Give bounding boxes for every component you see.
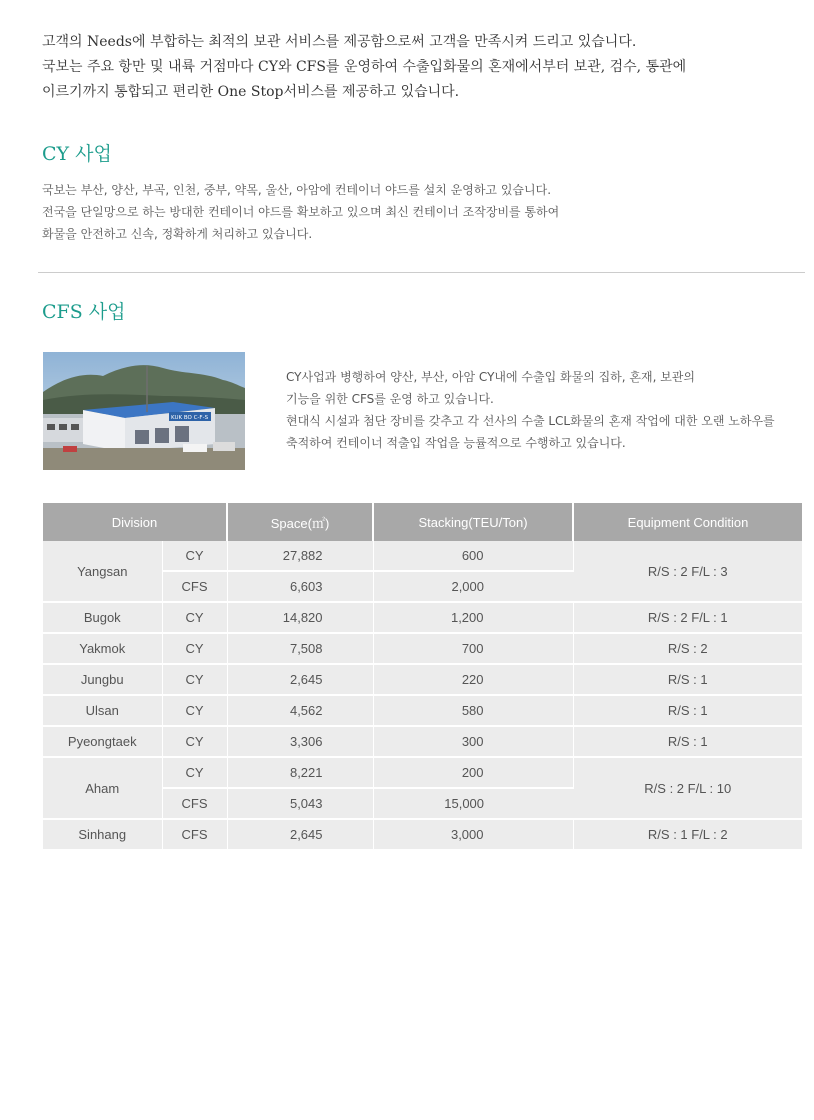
intro-line: 이르기까지 통합되고 편리한 One Stop서비스를 제공하고 있습니다. <box>42 84 460 100</box>
equipment-value: R/S : 1 <box>573 726 802 757</box>
cfs-description <box>286 366 775 454</box>
space-value: 2,645 <box>227 819 373 850</box>
stacking-value: 200 <box>373 757 573 788</box>
header-division: Division <box>43 503 227 541</box>
table-row <box>43 757 802 788</box>
space-value: 8,221 <box>227 757 373 788</box>
space-value: 4,562 <box>227 695 373 726</box>
facility-type: CFS <box>162 571 227 602</box>
table-row <box>43 633 802 664</box>
site-name: Yangsan <box>43 541 162 602</box>
site-name: Jungbu <box>43 664 162 695</box>
table-header-row <box>43 503 802 541</box>
stacking-value: 300 <box>373 726 573 757</box>
equipment-value: R/S : 1 <box>573 695 802 726</box>
cy-description-line: 화물을 안전하고 신속, 정확하게 처리하고 있습니다. <box>42 227 313 241</box>
table-row <box>43 695 802 726</box>
stacking-value: 1,200 <box>373 602 573 633</box>
site-name: Bugok <box>43 602 162 633</box>
site-name: Yakmok <box>43 633 162 664</box>
section-divider <box>38 272 805 273</box>
equipment-value: R/S : 2 F/L : 10 <box>573 757 802 819</box>
stacking-value: 700 <box>373 633 573 664</box>
site-name: Pyeongtaek <box>43 726 162 757</box>
stacking-value: 3,000 <box>373 819 573 850</box>
table-row <box>43 819 802 850</box>
cfs-warehouse-photo <box>43 352 245 470</box>
header-stacking: Stacking(TEU/Ton) <box>373 503 573 541</box>
table-row <box>43 602 802 633</box>
cfs-description-line: CY사업과 병행하여 양산, 부산, 아암 CY내에 수출입 화물의 집하, 혼재, 보관의 <box>286 370 695 384</box>
space-value: 7,508 <box>227 633 373 664</box>
cy-description-line: 국보는 부산, 양산, 부곡, 인천, 중부, 약목, 울산, 아암에 컨테이너 야드를 설치 운영하고 있습니다. <box>42 183 552 197</box>
table-row <box>43 541 802 571</box>
facility-type: CY <box>162 541 227 571</box>
stacking-value: 220 <box>373 664 573 695</box>
space-value: 6,603 <box>227 571 373 602</box>
intro-text <box>42 30 782 105</box>
equipment-value: R/S : 1 <box>573 664 802 695</box>
cfs-description-line: 현대식 시설과 첨단 장비를 갖추고 각 선사의 수출 LCL화물의 혼재 작업에 대한 오랜 노하우를 <box>286 414 775 428</box>
intro-line: 고객의 Needs에 부합하는 최적의 보관 서비스를 제공함으로써 고객을 만족시켜 드리고 있습니다. <box>42 34 637 50</box>
facility-type: CY <box>162 757 227 788</box>
cy-section-title: CY 사업 <box>42 143 112 165</box>
space-value: 14,820 <box>227 602 373 633</box>
facility-type: CFS <box>162 819 227 850</box>
space-value: 5,043 <box>227 788 373 819</box>
stacking-value: 580 <box>373 695 573 726</box>
space-value: 3,306 <box>227 726 373 757</box>
cfs-description-line: 기능을 위한 CFS를 운영 하고 있습니다. <box>286 392 494 406</box>
intro-line: 국보는 주요 항만 및 내륙 거점마다 CY와 CFS를 운영하여 수출입화물의 혼재에서부터 보관, 검수, 통관에 <box>42 59 687 75</box>
facility-table <box>43 503 802 851</box>
facility-type: CY <box>162 726 227 757</box>
site-name: Ulsan <box>43 695 162 726</box>
equipment-value: R/S : 1 F/L : 2 <box>573 819 802 850</box>
stacking-value: 2,000 <box>373 571 573 602</box>
stacking-value: 600 <box>373 541 573 571</box>
facility-type: CY <box>162 602 227 633</box>
site-name: Aham <box>43 757 162 819</box>
table-row <box>43 726 802 757</box>
space-value: 27,882 <box>227 541 373 571</box>
cy-description <box>42 179 559 245</box>
facility-type: CY <box>162 695 227 726</box>
cy-description-line: 전국을 단일망으로 하는 방대한 컨테이너 야드를 확보하고 있으며 최신 컨테이너 조작장비를 통하여 <box>42 205 560 219</box>
equipment-value: R/S : 2 <box>573 633 802 664</box>
facility-type: CFS <box>162 788 227 819</box>
site-name: Sinhang <box>43 819 162 850</box>
building-sign: KUK BO C-F-S <box>171 415 209 421</box>
facility-type: CY <box>162 664 227 695</box>
equipment-value: R/S : 2 F/L : 1 <box>573 602 802 633</box>
stacking-value: 15,000 <box>373 788 573 819</box>
facility-type: CY <box>162 633 227 664</box>
cfs-section-title: CFS 사업 <box>42 301 126 323</box>
header-equipment: Equipment Condition <box>573 503 802 541</box>
space-value: 2,645 <box>227 664 373 695</box>
cfs-description-line: 축적하여 컨테이너 적출입 작업을 능률적으로 수행하고 있습니다. <box>286 436 626 450</box>
table-row <box>43 664 802 695</box>
header-space: Space(㎡) <box>227 503 373 541</box>
equipment-value: R/S : 2 F/L : 3 <box>573 541 802 602</box>
